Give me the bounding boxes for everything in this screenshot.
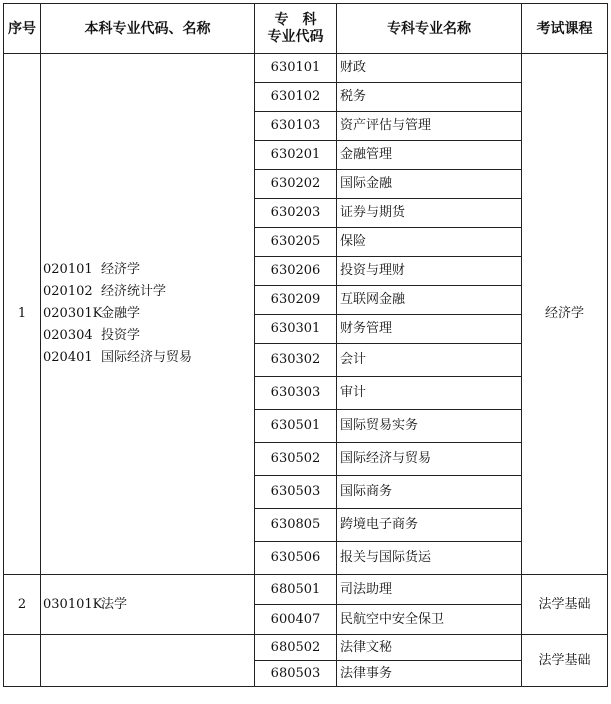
associate-major-code: 600407 [255, 605, 337, 635]
associate-major-name: 国际经济与贸易 [337, 443, 522, 476]
associate-major-name: 国际贸易实务 [337, 410, 522, 443]
associate-major-name: 法律文秘 [337, 635, 522, 661]
associate-major-code: 630506 [255, 542, 337, 575]
bachelor-major-name: 国际经济与贸易 [101, 350, 193, 365]
bachelor-major-code: 020301K [43, 306, 103, 321]
header-associate-code-line1: 专 科 [274, 11, 317, 28]
associate-major-code: 630103 [255, 112, 337, 141]
associate-major-name: 国际商务 [337, 476, 522, 509]
bachelor-major-name: 金融学 [101, 306, 141, 321]
associate-major-name: 跨境电子商务 [337, 509, 522, 542]
group-index: 2 [4, 575, 41, 635]
bachelor-majors [41, 54, 255, 575]
associate-major-code: 680502 [255, 635, 337, 661]
group-index: 1 [4, 54, 41, 575]
bachelor-major-code: 020102 [43, 284, 93, 299]
bachelor-major [43, 303, 254, 325]
bachelor-major-code: 020101 [43, 262, 93, 277]
bachelor-major-name: 经济学 [101, 262, 141, 277]
bachelor-major-name: 法学 [101, 596, 128, 612]
associate-major-code: 630302 [255, 344, 337, 377]
associate-major-code: 630203 [255, 199, 337, 228]
associate-major-name: 保险 [337, 228, 522, 257]
table-row [4, 635, 608, 661]
associate-major-code: 630101 [255, 54, 337, 83]
bachelor-major [43, 347, 254, 369]
associate-major-name: 国际金融 [337, 170, 522, 199]
associate-major-name: 资产评估与管理 [337, 112, 522, 141]
associate-major-code: 630501 [255, 410, 337, 443]
associate-major-name: 财政 [337, 54, 522, 83]
associate-major-code: 680503 [255, 661, 337, 687]
associate-major-name: 证券与期货 [337, 199, 522, 228]
associate-major-name: 税务 [337, 83, 522, 112]
bachelor-major-name: 投资学 [101, 328, 141, 343]
bachelor-major [43, 259, 254, 281]
associate-major-code: 630205 [255, 228, 337, 257]
associate-major-name: 法律事务 [337, 661, 522, 687]
header-bachelor: 本科专业代码、名称 [41, 4, 255, 54]
exam-course: 法学基础 [522, 575, 608, 635]
associate-major-code: 630301 [255, 315, 337, 344]
associate-major-code: 630805 [255, 509, 337, 542]
header-associate-code [255, 4, 337, 54]
header-index: 序号 [4, 4, 41, 54]
table-body [4, 54, 608, 687]
associate-major-name: 民航空中安全保卫 [337, 605, 522, 635]
associate-major-name: 投资与理财 [337, 257, 522, 286]
table-row [4, 575, 608, 605]
table-row [4, 54, 608, 83]
bachelor-major-code: 020304 [43, 328, 93, 343]
associate-major-code: 630209 [255, 286, 337, 315]
header-row [4, 4, 608, 54]
bachelor-major [43, 281, 254, 303]
associate-major-code: 630102 [255, 83, 337, 112]
bachelor-majors [41, 635, 255, 687]
associate-major-name: 互联网金融 [337, 286, 522, 315]
associate-major-code: 680501 [255, 575, 337, 605]
associate-major-name: 报关与国际货运 [337, 542, 522, 575]
bachelor-majors [41, 575, 255, 635]
exam-course: 法学基础 [522, 635, 608, 687]
header-associate-name: 专科专业名称 [337, 4, 522, 54]
associate-major-code: 630502 [255, 443, 337, 476]
bachelor-major-name: 经济统计学 [101, 284, 167, 299]
associate-major-name: 司法助理 [337, 575, 522, 605]
bachelor-major [43, 325, 254, 347]
associate-major-code: 630206 [255, 257, 337, 286]
bachelor-major [43, 594, 254, 616]
bachelor-major-code: 030101K [43, 596, 103, 612]
bachelor-major-code: 020401 [43, 350, 93, 365]
header-associate-code-line2: 专业代码 [267, 28, 324, 45]
major-mapping-table [3, 3, 608, 687]
associate-major-name: 会计 [337, 344, 522, 377]
associate-major-code: 630202 [255, 170, 337, 199]
associate-major-name: 审计 [337, 377, 522, 410]
associate-major-name: 财务管理 [337, 315, 522, 344]
header-exam: 考试课程 [522, 4, 608, 54]
associate-major-name: 金融管理 [337, 141, 522, 170]
associate-major-code: 630201 [255, 141, 337, 170]
associate-major-code: 630303 [255, 377, 337, 410]
group-index [4, 635, 41, 687]
exam-course: 经济学 [522, 54, 608, 575]
associate-major-code: 630503 [255, 476, 337, 509]
